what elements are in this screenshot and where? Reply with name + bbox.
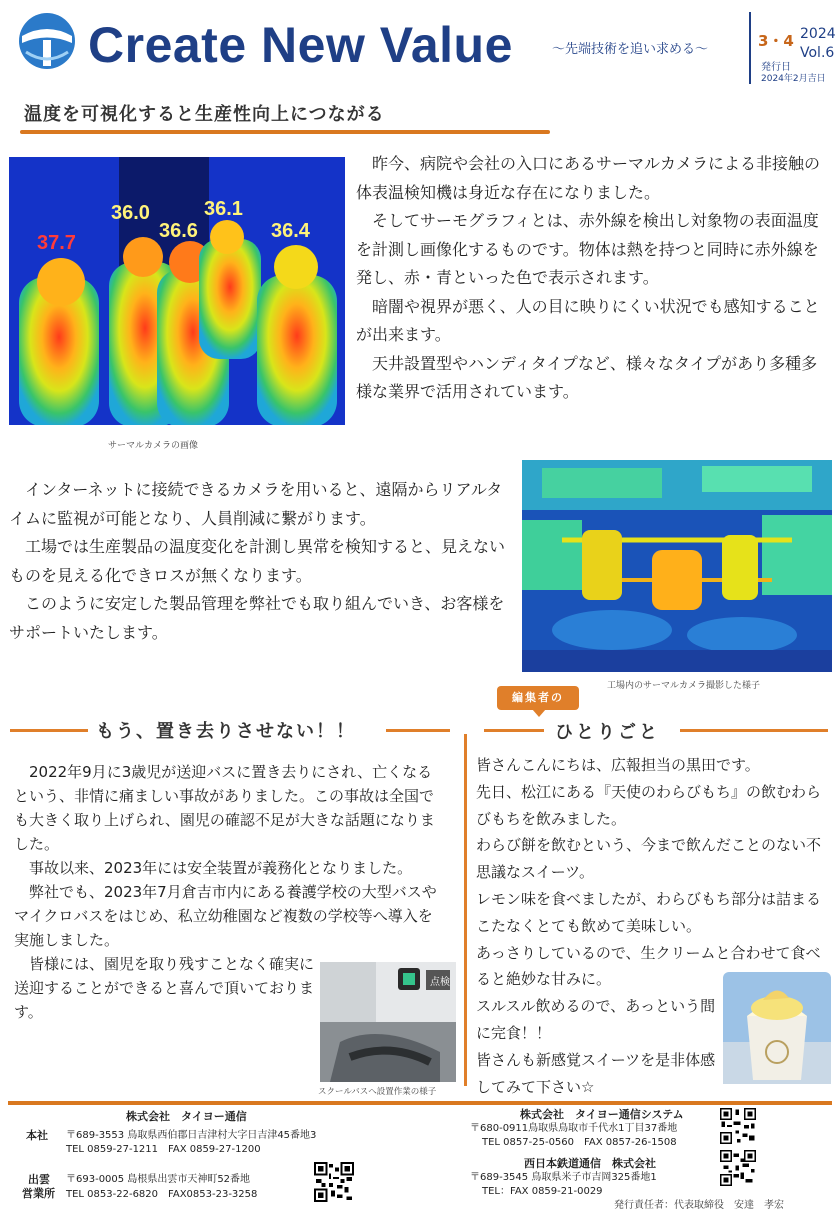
text-line: スルスル飲めるので、あっという間に完食！！ xyxy=(476,997,716,1042)
article3-title: ひとりごと xyxy=(555,722,660,743)
izumo-phone: TEL 0853-22-6820 FAX0853-23-3258 xyxy=(66,1189,258,1200)
paragraph: 皆様には、園児を取り残すことなく確実に送迎することができると喜んで頂いております。 xyxy=(14,955,315,1021)
column-divider xyxy=(464,734,467,1086)
issue-volume: Vol.6 xyxy=(800,45,835,61)
company-logo-icon xyxy=(18,12,76,70)
temp-label: 36.1 xyxy=(204,198,243,220)
text-line: 皆さんも新感覚スイーツを是非体感してみて下さい☆ xyxy=(476,1050,716,1096)
warabimochi-drink-photo xyxy=(723,972,831,1084)
temp-label: 37.7 xyxy=(37,232,76,254)
paragraph: そしてサーモグラフィとは、赤外線を検出し対象物の表面温度を計測し画像化するものです。物体は熱を持つと同時に赤外線を発し、赤・青といった色で表示されます。 xyxy=(356,211,819,287)
title-bar-right xyxy=(386,729,450,732)
text-line: 皆さんこんにちは、広報担当の黒田です。 xyxy=(476,756,760,774)
temp-label: 36.6 xyxy=(159,220,198,242)
bus-installation-photo xyxy=(320,962,456,1082)
company-name: 株式会社 タイヨー通信システム xyxy=(520,1108,684,1121)
publisher-responsible: 発行責任者：代表取締役 安達 孝宏 xyxy=(614,1200,784,1211)
hq-phone: TEL 0859-27-1211 FAX 0859-27-1200 xyxy=(66,1144,261,1155)
thermal-camera-image xyxy=(9,157,345,425)
temp-label: 36.0 xyxy=(111,202,150,224)
paragraph: 暗闇や視界が悪く、人の目に映りにくい状況でも感知することが出来ます。 xyxy=(356,296,820,344)
article1-body-right xyxy=(356,150,826,407)
text-line: レモン味を食べましたが、わらびもち部分は詰まるこたなくとても飲めて美味しい。 xyxy=(476,889,822,935)
paragraph: 工場では生産製品の温度変化を計測し異常を検知すると、見えないものを見える化できロスが無くなります。 xyxy=(9,537,506,585)
article1-title-underline xyxy=(20,130,550,134)
article1-body-left xyxy=(9,476,517,647)
hq-label: 本社 xyxy=(26,1129,48,1142)
text-line: あっさりしているので、生クリームと合わせて食べると絶妙な甘みに。 xyxy=(476,943,821,989)
izumo-office-label-2: 営業所 xyxy=(22,1187,55,1200)
bus-photo-caption: スクールバスへ設置作業の様子 xyxy=(318,1087,437,1097)
newsletter-title: Create New Value xyxy=(88,17,513,73)
text-line: 先日、松江にある『天使のわらびもち』の飲むわらびもちを飲みました。 xyxy=(476,782,822,828)
qr-code-icon[interactable] xyxy=(720,1150,756,1186)
izumo-address: 〒693-0005 島根県出雲市天神町52番地 xyxy=(66,1174,251,1185)
footer-divider xyxy=(8,1101,832,1105)
qr-code-icon[interactable] xyxy=(314,1162,354,1202)
paragraph: このように安定した製品管理を弊社でも取り組んでいき、お客様をサポートいたします。 xyxy=(9,594,505,642)
article1-title: 温度を可視化すると生産性向上につながる xyxy=(24,104,385,125)
editor-badge: 編集者の xyxy=(497,686,579,710)
hq-address: 〒689-3553 鳥取県西伯郡日吉津村大字日吉津45番地3 xyxy=(66,1130,317,1141)
company-name: 西日本鉄道通信 株式会社 xyxy=(524,1157,656,1170)
title-bar-right xyxy=(680,729,828,732)
published-date: 2024年2月吉日 xyxy=(761,74,826,84)
system-phone: TEL 0857-25-0560 FAX 0857-26-1508 xyxy=(482,1137,677,1148)
qr-code-icon[interactable] xyxy=(720,1108,756,1144)
title-bar-left xyxy=(484,729,544,732)
paragraph: 天井設置型やハンディタイプなど、様々なタイプがあり多種多様な業界で活用されています。 xyxy=(356,353,818,401)
editor-badge-pointer xyxy=(532,709,546,717)
tagline: ～先端技術を追い求める～ xyxy=(552,42,709,57)
izumo-office-label: 出雲 xyxy=(28,1173,50,1186)
temp-label: 36.4 xyxy=(271,220,310,242)
issue-year: 2024 xyxy=(800,26,836,42)
system-address: 〒680-0911鳥取県鳥取市千代水1丁目37番地 xyxy=(470,1123,678,1134)
text-line: わらび餅を飲むという、今まで飲んだことのない不思議なスイーツ。 xyxy=(476,836,822,882)
railway-phone: TEL：FAX 0859-21-0029 xyxy=(482,1186,603,1197)
factory-image-caption: 工場内のサーマルカメラ撮影した様子 xyxy=(607,681,761,691)
article2-title: もう、置き去りさせない！！ xyxy=(96,721,356,742)
issue-months: 3・4 xyxy=(758,32,794,50)
company-name: 株式会社 タイヨー通信 xyxy=(126,1110,247,1123)
title-bar-left xyxy=(10,729,88,732)
railway-address: 〒689-3545 鳥取県米子市吉岡325番地1 xyxy=(470,1172,657,1183)
thermal-image-caption: サーマルカメラの画像 xyxy=(108,441,199,451)
paragraph: 事故以来、2023年には安全装置が義務化となりました。 xyxy=(29,859,413,877)
paragraph: 昨今、病院や会社の入口にあるサーマルカメラによる非接触の体表温検知機は身近な存在になりました。 xyxy=(356,154,821,202)
factory-thermal-image xyxy=(522,460,832,672)
paragraph: インターネットに接続できるカメラを用いると、遠隔からリアルタイムに監視が可能となり、人員削減に繋がります。 xyxy=(9,480,503,528)
header-divider xyxy=(749,12,751,84)
device-label: 点検 xyxy=(430,977,450,988)
paragraph: 弊社でも、2023年7月倉吉市内にある養護学校の大型バスやマイクロバスをはじめ、私立幼稚園など複数の学校等へ導入を実施しました。 xyxy=(14,883,437,949)
published-label: 発行日 xyxy=(761,62,791,73)
paragraph: 2022年9月に3歳児が送迎バスに置き去りにされ、亡くなるという、非情に痛ましい事故がありました。この事故は全国でも大きく取り上げられ、園児の確認不足が大きな話題になりました。 xyxy=(14,763,435,853)
